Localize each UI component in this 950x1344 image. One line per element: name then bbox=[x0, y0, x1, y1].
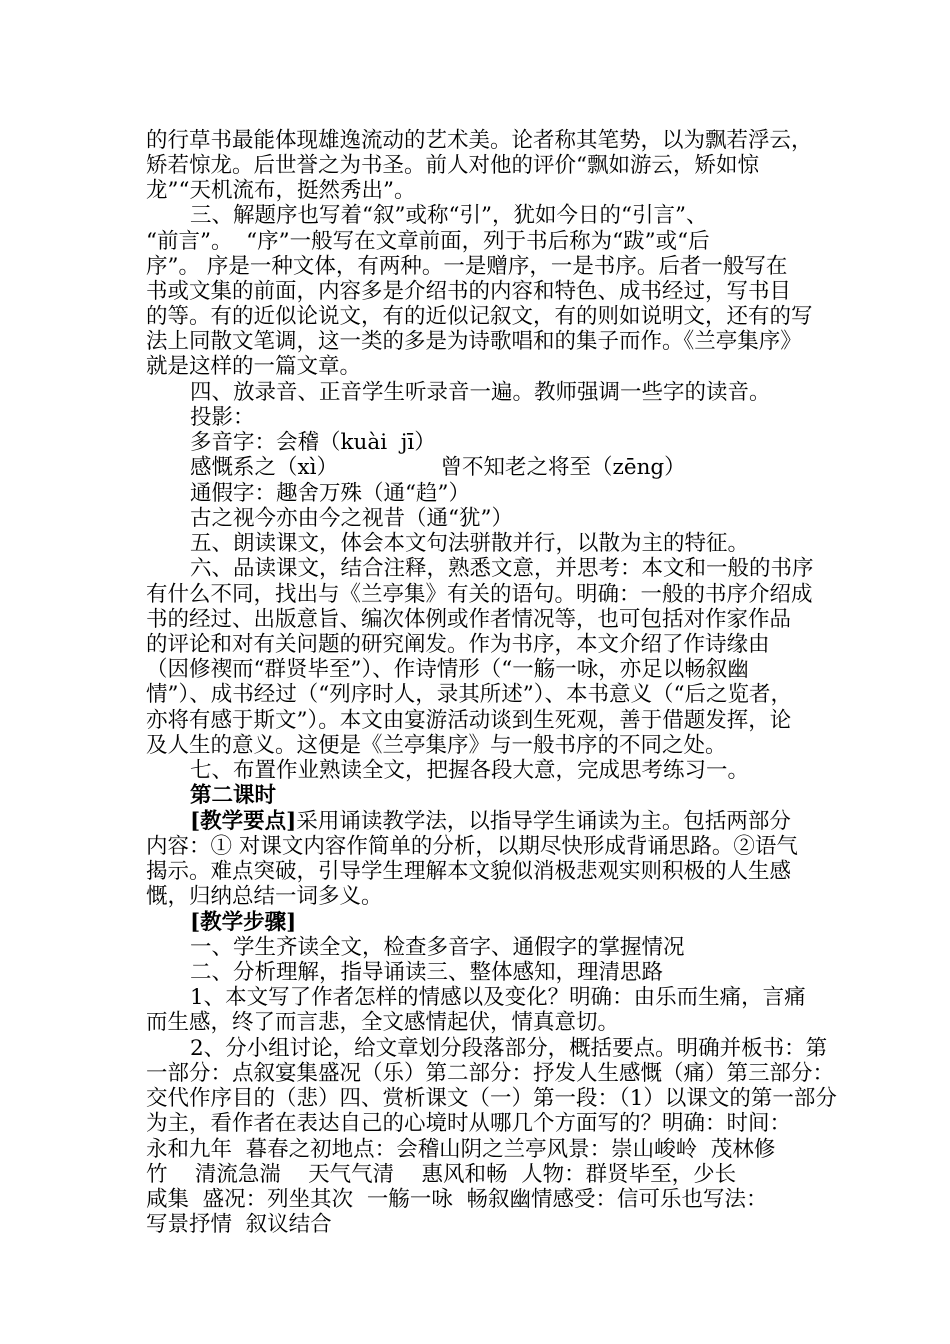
text-line: 二、分析理解，指导诵读三、整体感知，理清思路 bbox=[190, 960, 664, 985]
bold-label: [教学要点] bbox=[190, 809, 297, 834]
text-line: 书的经过、出版意旨、编次体例或作者情况等，也可包括对作家作品 bbox=[146, 607, 792, 632]
text-line: 投影： bbox=[190, 405, 255, 430]
text-line: 三、解题序也写着“叙”或称“引”，犹如今日的“引言”、 bbox=[190, 203, 708, 228]
text-line: 矫若惊龙。后世誉之为书圣。前人对他的评价“飘如游云，矫如惊 bbox=[146, 153, 759, 178]
text-line: 序”。 序是一种文体，有两种。一是赠序，一是书序。后者一般写在 bbox=[146, 254, 788, 279]
text-line: 有什么不同，找出与《兰亭集》有关的语句。明确：一般的书序介绍成 bbox=[146, 582, 813, 607]
text-line: 七、布置作业熟读全文，把握各段大意，完成思考练习一。 bbox=[190, 758, 750, 783]
text-line: 而生感，终了而言悲，全文感情起伏，情真意切。 bbox=[146, 1010, 620, 1035]
text-line: 写景抒情 叙议结合 bbox=[146, 1212, 332, 1237]
text-line: 为主，看作者在表达自己的心境时从哪几个方面写的？明确：时间： bbox=[146, 1111, 792, 1136]
text-line: 的评论和对有关问题的研究阐发。作为书序，本文介绍了作诗缘由 bbox=[146, 632, 770, 657]
text-line: 六、品读课文，结合注释，熟悉文意，并思考：本文和一般的书序 bbox=[190, 556, 814, 581]
text-line: 的等。有的近似论说文，有的近似记叙文，有的则如说明文，还有的写 bbox=[146, 304, 813, 329]
text-line: 法上同散文笔调，这一类的多是为诗歌唱和的集子而作。《兰亭集序》 bbox=[146, 329, 802, 354]
text-line: 多音字：会稽（kuài jī） bbox=[190, 430, 436, 455]
text-line: “前言”。 “序”一般写在文章前面，列于书后称为“跋”或“后 bbox=[146, 229, 710, 254]
text-line: 及人生的意义。这便是《兰亭集序》与一般书序的不同之处。 bbox=[146, 733, 727, 758]
text-line: 龙”“天机流布，挺然秀出”。 bbox=[146, 178, 416, 203]
text-line: 交代作序目的（悲）四、赏析课文（一）第一段：（1）以课文的第一部分 bbox=[146, 1086, 837, 1111]
text-line: 竹 清流急湍 天气气清 惠风和畅 人物：群贤毕至，少长 bbox=[146, 1162, 737, 1187]
text-line: 感慨系之（xì） 曾不知老之将至（zēng） bbox=[190, 455, 686, 480]
text-line: 书或文集的前面，内容多是介绍书的内容和特色、成书经过，写书目 bbox=[146, 279, 792, 304]
text-line: 一、学生齐读全文，检查多音字、通假字的掌握情况 bbox=[190, 935, 685, 960]
text-line: 揭示。难点突破，引导学生理解本文貌似消极悲观实则积极的人生感 bbox=[146, 859, 792, 884]
text-line: 2、分小组讨论，给文章划分段落部分，概括要点。明确并板书：第 bbox=[190, 1036, 828, 1061]
text-line: 亦将有感于斯文”）。本文由宴游活动谈到生死观，善于借题发挥，论 bbox=[146, 708, 792, 733]
text-line: 通假字：趣舍万殊（通“趋”） bbox=[190, 481, 470, 506]
text-line: （因修禊而“群贤毕至”）、作诗情形（“一觞一咏，亦足以畅叙幽 bbox=[146, 657, 749, 682]
text-line: 内容：① 对课文内容作简单的分析，以期尽快形成背诵思路。②语气 bbox=[146, 834, 798, 859]
text-line: 就是这样的一篇文章。 bbox=[146, 354, 362, 379]
section-heading: 第二课时 bbox=[190, 783, 277, 808]
text-line: 四、放录音、正音学生听录音一遍。教师强调一些字的读音。 bbox=[190, 380, 771, 405]
text-line: 永和九年 暮春之初地点：会稽山阴之兰亭风景：崇山峻岭 茂林修 bbox=[146, 1137, 776, 1162]
text-line: 情”）、成书经过（“列序时人，录其所述”）、本书意义（“后之览者， bbox=[146, 682, 792, 707]
text-line: 的行草书最能体现雄逸流动的艺术美。论者称其笔势，以为飘若浮云， bbox=[146, 128, 813, 153]
line-text: 采用诵读教学法，以指导学生诵读为主。包括两部分 bbox=[296, 809, 791, 834]
section-heading: [教学步骤] bbox=[190, 910, 297, 935]
text-line: 古之视今亦由今之视昔（通“犹”） bbox=[190, 506, 513, 531]
text-line: 咸集 盛况：列坐其次 一觞一咏 畅叙幽情感受：信可乐也写法： bbox=[146, 1187, 768, 1212]
text-line bbox=[190, 809, 791, 835]
text-line: 一部分：点叙宴集盛况（乐）第二部分：抒发人生感慨（痛）第三部分： bbox=[146, 1061, 835, 1086]
text-line: 慨，归纳总结一词多义。 bbox=[146, 884, 383, 909]
text-line: 五、朗读课文，体会本文句法骈散并行，以散为主的特征。 bbox=[190, 531, 750, 556]
text-line: 1、本文写了作者怎样的情感以及变化？明确：由乐而生痛，言痛 bbox=[190, 985, 806, 1010]
